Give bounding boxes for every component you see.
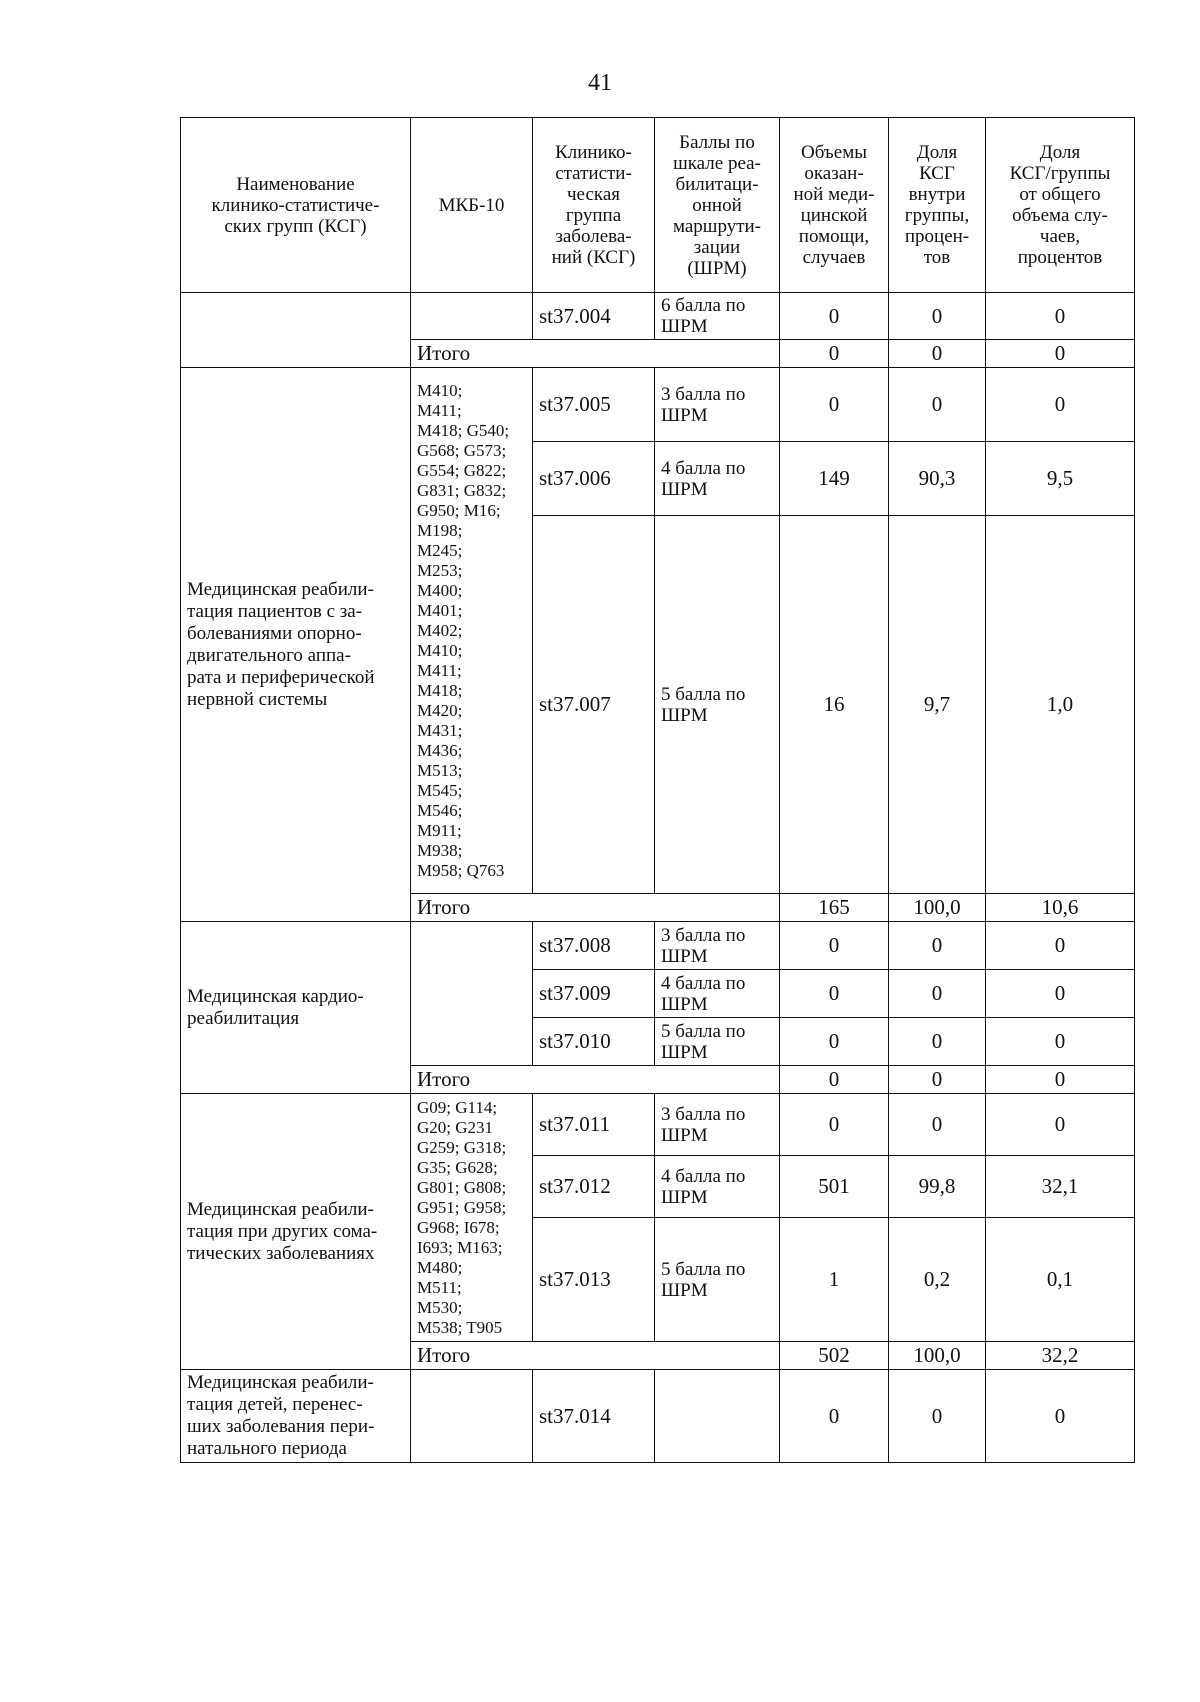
header-shrm: Баллы по шкале реа- билитаци- онной маршрути- зации (ШРМ) <box>655 118 780 293</box>
volume-cell: 1 <box>780 1218 889 1342</box>
table-row <box>181 293 1135 340</box>
share-total-cell: 0 <box>986 1370 1135 1463</box>
table-row <box>181 922 1135 970</box>
mkb-codes: G09; G114; G20; G231 G259; G318; G35; G628; G801; G808; G951; G958; G968; I678; I693; M163; M480; M511; M530; M538; T905 <box>411 1094 533 1342</box>
volume-cell: 501 <box>780 1156 889 1218</box>
total-share-in-group: 100,0 <box>889 894 986 922</box>
total-volume: 165 <box>780 894 889 922</box>
header-share-total: Доля КСГ/группы от общего объема слу- чаев, процентов <box>986 118 1135 293</box>
ksg-code: st37.012 <box>533 1156 655 1218</box>
shrm-score: 5 балла по ШРМ <box>655 1218 780 1342</box>
ksg-group-name: Медицинская реабили- тация пациентов с за- болеваниями опорно- двигательного аппа- рата и периферической нервной системы <box>181 368 411 922</box>
ksg-group-name <box>181 293 411 368</box>
share-in-group-cell: 99,8 <box>889 1156 986 1218</box>
volume-cell: 0 <box>780 293 889 340</box>
total-volume: 0 <box>780 340 889 368</box>
share-total-cell: 0 <box>986 970 1135 1018</box>
shrm-score: 4 балла по ШРМ <box>655 442 780 516</box>
shrm-score: 3 балла по ШРМ <box>655 368 780 442</box>
total-label: Итого <box>411 340 780 368</box>
volume-cell: 0 <box>780 970 889 1018</box>
ksg-code: st37.007 <box>533 516 655 894</box>
ksg-code: st37.004 <box>533 293 655 340</box>
volume-cell: 0 <box>780 368 889 442</box>
total-share-in-group: 0 <box>889 1066 986 1094</box>
shrm-score <box>655 1370 780 1463</box>
header-share-in-group: Доля КСГ внутри группы, процен- тов <box>889 118 986 293</box>
header-ksg-name: Наименование клинико-статистиче- ских групп (КСГ) <box>181 118 411 293</box>
share-in-group-cell: 9,7 <box>889 516 986 894</box>
shrm-score: 4 балла по ШРМ <box>655 1156 780 1218</box>
volume-cell: 0 <box>780 1018 889 1066</box>
mkb-codes <box>411 293 533 340</box>
share-total-cell: 0 <box>986 922 1135 970</box>
ksg-code: st37.009 <box>533 970 655 1018</box>
volume-cell: 149 <box>780 442 889 516</box>
share-in-group-cell: 0 <box>889 1018 986 1066</box>
header-volume: Объемы оказан- ной меди- цинской помощи, случаев <box>780 118 889 293</box>
page-number: 41 <box>588 70 612 96</box>
mkb-codes <box>411 922 533 1066</box>
table-row <box>181 368 1135 442</box>
shrm-score: 3 балла по ШРМ <box>655 1094 780 1156</box>
share-total-cell: 0 <box>986 368 1135 442</box>
header-row <box>181 118 1135 293</box>
ksg-table <box>180 117 1135 1463</box>
share-in-group-cell: 0,2 <box>889 1218 986 1342</box>
ksg-code: st37.013 <box>533 1218 655 1342</box>
volume-cell: 0 <box>780 922 889 970</box>
shrm-score: 5 балла по ШРМ <box>655 1018 780 1066</box>
share-total-cell: 9,5 <box>986 442 1135 516</box>
total-volume: 502 <box>780 1342 889 1370</box>
mkb-codes <box>411 1370 533 1463</box>
share-in-group-cell: 0 <box>889 1094 986 1156</box>
total-label: Итого <box>411 1066 780 1094</box>
table-row <box>181 1094 1135 1156</box>
ksg-code: st37.008 <box>533 922 655 970</box>
volume-cell: 16 <box>780 516 889 894</box>
mkb-codes: M410; M411; M418; G540; G568; G573; G554; G822; G831; G832; G950; M16; M198; M245; M253; M400; M401; M402; M410; M411; M418; M420; M431; M436; M513; M545; M546; M911; M938; M958; Q763 <box>411 368 533 894</box>
ksg-group-name: Медицинская реабили- тация при других сома- тических заболеваниях <box>181 1094 411 1370</box>
share-total-cell: 0 <box>986 1094 1135 1156</box>
total-share-in-group: 100,0 <box>889 1342 986 1370</box>
share-in-group-cell: 0 <box>889 1370 986 1463</box>
total-volume: 0 <box>780 1066 889 1094</box>
ksg-code: st37.006 <box>533 442 655 516</box>
volume-cell: 0 <box>780 1370 889 1463</box>
ksg-code: st37.010 <box>533 1018 655 1066</box>
shrm-score: 5 балла по ШРМ <box>655 516 780 894</box>
share-total-cell: 0 <box>986 1018 1135 1066</box>
ksg-group-name: Медицинская реабили- тация детей, перенес- ших заболевания пери- натального периода <box>181 1370 411 1463</box>
shrm-score: 4 балла по ШРМ <box>655 970 780 1018</box>
volume-cell: 0 <box>780 1094 889 1156</box>
share-total-cell: 0,1 <box>986 1218 1135 1342</box>
header-mkb: МКБ-10 <box>411 118 533 293</box>
total-share-total: 0 <box>986 1066 1135 1094</box>
share-in-group-cell: 0 <box>889 293 986 340</box>
total-share-total: 32,2 <box>986 1342 1135 1370</box>
ksg-group-name: Медицинская кардио- реабилитация <box>181 922 411 1094</box>
total-share-total: 0 <box>986 340 1135 368</box>
shrm-score: 6 балла по ШРМ <box>655 293 780 340</box>
header-ksg-code: Клинико- статисти- ческая группа заболева- ний (КСГ) <box>533 118 655 293</box>
share-total-cell: 0 <box>986 293 1135 340</box>
table-row <box>181 1370 1135 1463</box>
ksg-code: st37.005 <box>533 368 655 442</box>
ksg-code: st37.011 <box>533 1094 655 1156</box>
total-share-in-group: 0 <box>889 340 986 368</box>
ksg-code: st37.014 <box>533 1370 655 1463</box>
shrm-score: 3 балла по ШРМ <box>655 922 780 970</box>
share-in-group-cell: 90,3 <box>889 442 986 516</box>
share-in-group-cell: 0 <box>889 922 986 970</box>
total-share-total: 10,6 <box>986 894 1135 922</box>
share-in-group-cell: 0 <box>889 970 986 1018</box>
total-label: Итого <box>411 1342 780 1370</box>
share-in-group-cell: 0 <box>889 368 986 442</box>
share-total-cell: 1,0 <box>986 516 1135 894</box>
share-total-cell: 32,1 <box>986 1156 1135 1218</box>
total-label: Итого <box>411 894 780 922</box>
